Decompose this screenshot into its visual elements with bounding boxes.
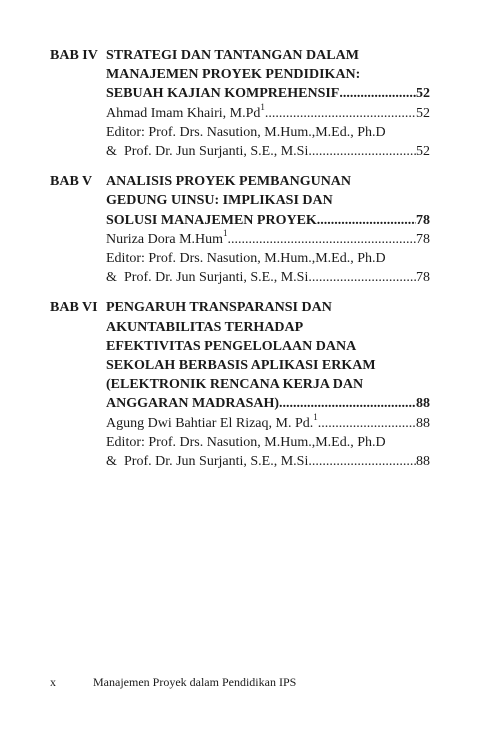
editor-page-number: 78: [416, 270, 430, 286]
ampersand: &: [106, 454, 117, 470]
author-footnote-mark: 1: [223, 228, 228, 239]
chapter-entries: [106, 172, 430, 287]
editor-row-2: [106, 452, 430, 471]
chapter-entries: [106, 298, 430, 471]
author-page-number: 52: [416, 105, 430, 121]
author-row: [106, 414, 430, 433]
editor-row-2: [106, 268, 430, 287]
dot-leader: [308, 268, 416, 287]
chapter-title-line: AKUNTABILITAS TERHADAP: [106, 319, 304, 335]
table-of-contents: [50, 46, 430, 482]
chapter-number: BAB IV: [50, 48, 98, 63]
ampersand: &: [106, 144, 117, 160]
author-footnote-mark: 1: [313, 412, 318, 422]
dot-leader: [308, 452, 416, 471]
co-editor-name: & Prof. Dr. Jun Surjanti, S.E., M.Si: [106, 142, 308, 161]
editor-row-1: [106, 249, 430, 268]
chapter-page-number: 88: [416, 396, 430, 412]
chapter-title-line: ANALISIS PROYEK PEMBANGUNAN: [106, 174, 352, 190]
chapter-title-line: EFEKTIVITAS PENGELOLAAN DANA: [106, 338, 357, 354]
chapter-page-number: 52: [416, 86, 430, 102]
chapter-number: BAB V: [50, 174, 93, 190]
co-editor-name: & Prof. Dr. Jun Surjanti, S.E., M.Si: [106, 268, 308, 287]
editor-page-number: 88: [416, 454, 430, 470]
ampersand: &: [106, 270, 117, 286]
editor-name: Editor: Prof. Drs. Nasution, M.Hum.,M.Ed., Ph.D: [106, 124, 386, 140]
chapter-title-line: GEDUNG UINSU: IMPLIKASI DAN: [106, 193, 333, 209]
author-row: [106, 230, 430, 249]
toc-chapter-4: [50, 46, 430, 161]
dot-leader: [265, 104, 416, 123]
editor-row-1: [106, 433, 430, 452]
toc-chapter-6: [50, 298, 430, 471]
chapter-page-number: 78: [416, 212, 430, 228]
chapter-title-last-line: ANGGARAN MADRASAH): [106, 396, 280, 412]
author-page-number: 88: [416, 415, 430, 431]
editor-name: Editor: Prof. Drs. Nasution, M.Hum.,M.Ed., Ph.D: [106, 434, 386, 450]
chapter-title-line: (ELEKTRONIK RENCANA KERJA DAN: [106, 377, 364, 393]
dot-leader: [308, 142, 416, 161]
dot-leader: [339, 84, 416, 103]
chapter-title-line: PENGARUH TRANSPARANSI DAN: [106, 300, 332, 316]
author-name: Ahmad Imam Khairi, M.Pd$^1$: [106, 101, 265, 121]
author-name: Agung Dwi Bahtiar El Rizaq, M. Pd.$^1$: [106, 412, 318, 431]
running-title: Manajemen Proyek dalam Pendidikan IPS: [93, 675, 297, 689]
editor-row-1: [106, 123, 430, 142]
chapter-title-row: [106, 211, 430, 230]
co-editor-name: & Prof. Dr. Jun Surjanti, S.E., M.Si: [106, 452, 308, 471]
author-row: [106, 101, 430, 123]
dot-leader: [228, 230, 416, 249]
chapter-title-row: [106, 84, 430, 103]
editor-page-number: 52: [416, 144, 430, 160]
chapter-title-last-line: SOLUSI MANAJEMEN PROYEK: [106, 212, 317, 228]
editor-name: Editor: Prof. Drs. Nasution, M.Hum.,M.Ed., Ph.D: [106, 251, 386, 267]
chapter-title-line: STRATEGI DAN TANTANGAN DALAM: [106, 48, 359, 63]
author-name: Nuriza Dora M.Hum$^1$: [106, 228, 228, 247]
dot-leader: [279, 394, 416, 413]
chapter-number: BAB VI: [50, 300, 98, 316]
chapter-title-line: MANAJEMEN PROYEK PENDIDIKAN:: [106, 67, 361, 83]
dot-leader: [317, 211, 416, 230]
author-page-number: 78: [416, 231, 430, 247]
dot-leader: [318, 414, 416, 433]
toc-chapter-5: [50, 172, 430, 287]
page-folio: x: [50, 675, 56, 689]
page-footer: [50, 675, 296, 689]
chapter-title-line: SEKOLAH BERBASIS APLIKASI ERKAM: [106, 358, 376, 374]
chapter-title-last-line: SEBUAH KAJIAN KOMPREHENSIF: [106, 86, 340, 102]
editor-row-2: [106, 142, 430, 161]
chapter-entries: [106, 46, 430, 161]
author-footnote-mark: 1: [260, 101, 265, 112]
chapter-title-row: [106, 394, 430, 413]
